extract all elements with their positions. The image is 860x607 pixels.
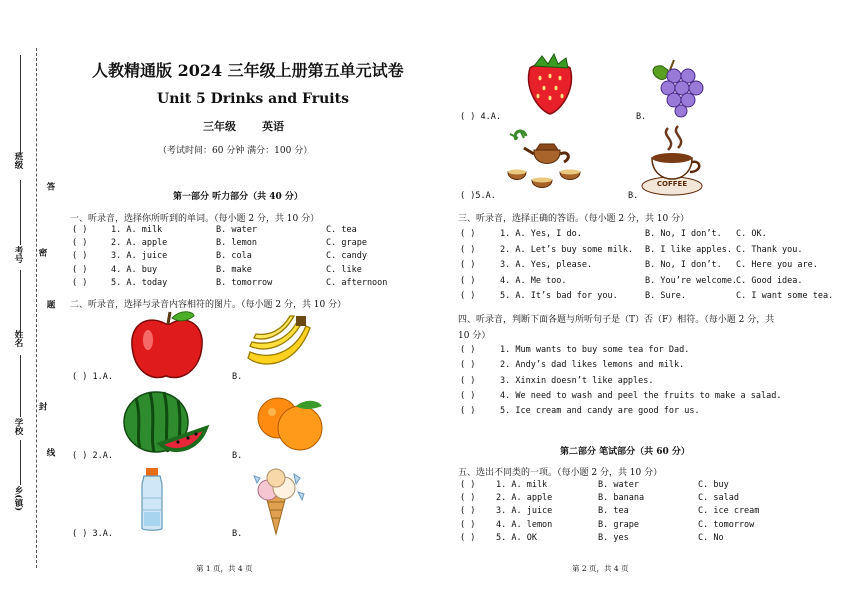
school-label: 学校 [13, 418, 23, 435]
option-b: B. yes [598, 532, 629, 543]
section3-item-1 [0, 229, 860, 241]
option-a: 4. A. lemon [496, 519, 553, 530]
answer-paren[interactable]: ( ) [460, 480, 476, 490]
s2-q1-label: ( ) 1.A. [72, 372, 113, 382]
exam-title: 人教精通版 2024 三年级上册第五单元试卷 [92, 61, 404, 80]
answer-paren[interactable]: ( ) [460, 275, 476, 286]
answer-paren[interactable]: ( ) [460, 244, 476, 255]
option-c: C. candy [326, 251, 367, 262]
s2-q2-label: ( ) 2.A. [72, 451, 113, 461]
grape-image [648, 56, 712, 118]
coffee-label: COFFEE [656, 180, 688, 188]
option-a: 5. A. It’s bad for you. [500, 291, 618, 301]
s2-q4-label: ( ) 4.A. [460, 112, 501, 122]
answer-paren[interactable]: ( ) [460, 506, 476, 517]
section4-item-2 [0, 360, 860, 372]
name-label: 姓名 [13, 330, 23, 347]
class-label: 班级 [13, 152, 23, 169]
s2-q2-b: B. [232, 451, 243, 461]
section4-item-1 [0, 345, 860, 357]
section5-item-2 [0, 493, 860, 505]
answer-paren[interactable]: ( ) [72, 277, 88, 288]
section3-item-2 [0, 245, 860, 257]
section5-heading: 五、选出不同类的一项。（每小题 2 分，共 10 分） [458, 468, 663, 478]
section5-item-5 [0, 533, 860, 545]
option-a: 1. A. Yes, I do. [500, 229, 582, 239]
answer-paren[interactable]: ( ) [72, 264, 88, 275]
option-a: 5. A. OK [496, 532, 537, 543]
seal-char-2: 密 [37, 248, 47, 257]
statement: 1. Mum wants to buy some tea for Dad. [500, 345, 690, 355]
answer-paren[interactable]: ( ) [72, 251, 88, 262]
strawberry-image [522, 52, 578, 116]
part2-heading: 第二部分 笔试部分（共 60 分） [560, 447, 690, 457]
part1-heading: 第一部分 听力部分（共 40 分） [173, 192, 303, 202]
statement: 4. We need to wash and peel the fruits to make a salad. [500, 390, 782, 401]
option-a: 1. A. milk [111, 225, 163, 235]
option-a: 3. A. Yes, please. [500, 260, 593, 270]
option-c: C. No [698, 532, 724, 543]
section3-item-4 [0, 276, 860, 288]
section4-item-3 [0, 376, 860, 388]
option-b: B. tea [598, 506, 629, 517]
option-c: C. buy [698, 480, 729, 490]
section1-heading: 一、听录音，选择你所听到的单词。（每小题 2 分，共 10 分） [70, 214, 320, 224]
option-a: 1. A. milk [496, 480, 548, 490]
subject-label: 英语 [262, 120, 284, 133]
seal-char-4: 封 [37, 402, 47, 411]
grade-label: 三年级 [203, 120, 236, 133]
option-a: 3. A. juice [111, 251, 168, 262]
section5-item-3 [0, 506, 860, 518]
s2-q5-label: ( )5.A. [460, 191, 496, 201]
statement: 2. Andy’s dad likes lemons and milk. [500, 360, 685, 371]
seal-char-5: 线 [45, 448, 55, 457]
option-a: 2. A. apple [496, 493, 553, 504]
option-b: B. make [216, 264, 252, 275]
answer-paren[interactable]: ( ) [460, 260, 476, 270]
option-c: C. afternoon [326, 277, 388, 288]
section3-item-5 [0, 291, 860, 303]
s2-q4-b: B. [636, 112, 647, 122]
answer-paren[interactable]: ( ) [460, 375, 476, 386]
statement: 3. Xinxin doesn’t like apples. [500, 375, 654, 386]
answer-paren[interactable]: ( ) [460, 493, 476, 504]
coffee-image [638, 124, 708, 198]
seal-char-3: 题 [45, 300, 55, 309]
statement: 5. Ice cream and candy are good for us. [500, 406, 700, 417]
option-b: B. banana [598, 493, 645, 504]
section5-item-1 [0, 480, 860, 492]
page2-footer: 第 2 页，共 4 页 [572, 564, 629, 573]
answer-paren[interactable]: ( ) [460, 345, 476, 355]
exam-no-label: 考号 [13, 246, 23, 263]
option-a: 2. A. Let’s buy some milk. [500, 244, 634, 255]
option-a: 4. A. buy [111, 264, 158, 275]
option-a: 5. A. today [111, 277, 168, 288]
section4-heading-line1: 四、听录音，判断下面各题与所听句子是（T）否（F）相符。（每小题 2 分，共 [458, 315, 775, 325]
s2-q1-b: B. [232, 372, 243, 382]
option-b: B. water [216, 225, 257, 235]
option-c: C. OK. [736, 229, 767, 239]
option-c: C. tomorrow [698, 519, 755, 530]
option-b: B. cola [216, 251, 252, 262]
town-underline[interactable] [20, 440, 21, 485]
answer-paren[interactable]: ( ) [460, 519, 476, 530]
answer-paren[interactable]: ( ) [72, 225, 88, 235]
tea-set-image [506, 128, 586, 194]
s2-q3-b: B. [232, 529, 243, 539]
option-b: B. No, I don’t. [645, 229, 722, 239]
option-b: B. I like apples. [645, 244, 732, 255]
unit-title: Unit 5 Drinks and Fruits [157, 91, 349, 107]
option-c: C. Thank you. [736, 244, 803, 255]
s2-q5-b: B. [628, 191, 639, 201]
section3-heading: 三、听录音，选择正确的答语。（每小题 2 分，共 10 分） [458, 214, 690, 224]
option-a: 2. A. apple [111, 238, 168, 249]
option-b: B. Sure. [645, 291, 686, 301]
section4-item-4 [0, 391, 860, 403]
option-a: 3. A. juice [496, 506, 553, 517]
option-b: B. tomorrow [216, 277, 273, 288]
section2-heading: 二、听录音，选择与录音内容相符的图片。（每小题 2 分，共 10 分） [70, 300, 347, 310]
answer-paren[interactable]: ( ) [460, 229, 476, 239]
section5-item-4 [0, 520, 860, 532]
section4-item-5 [0, 406, 860, 418]
option-b: B. lemon [216, 238, 257, 249]
page1-footer: 第 1 页，共 4 页 [196, 564, 253, 573]
option-b: B. grape [598, 519, 639, 530]
seal-char-1: 答 [45, 182, 55, 191]
answer-paren[interactable]: ( ) [460, 390, 476, 401]
option-c: C. Good idea. [736, 275, 803, 286]
section4-heading-line2: 10 分） [458, 331, 491, 341]
answer-paren[interactable]: ( ) [460, 406, 476, 417]
class-underline[interactable] [20, 55, 21, 155]
option-b: B. No, I don’t. [645, 260, 722, 270]
section3-item-3 [0, 260, 860, 272]
answer-paren[interactable]: ( ) [460, 360, 476, 371]
answer-paren[interactable]: ( ) [460, 532, 476, 543]
option-b: B. water [598, 480, 639, 490]
town-label: 乡(镇) [13, 486, 23, 512]
s2-q3-label: ( ) 3.A. [72, 529, 113, 539]
option-c: C. Here you are. [736, 260, 818, 270]
option-c: C. salad [698, 493, 739, 504]
option-b: B. You’re welcome. [645, 275, 738, 286]
option-c: C. like [326, 264, 362, 275]
exam-info: （考试时间：60 分钟 满分：100 分） [158, 146, 313, 156]
option-c: C. I want some tea. [736, 291, 834, 301]
answer-paren[interactable]: ( ) [72, 238, 88, 249]
option-c: C. grape [326, 238, 367, 249]
answer-paren[interactable]: ( ) [460, 291, 476, 301]
option-c: C. tea [326, 225, 357, 235]
option-a: 4. A. Me too. [500, 275, 567, 286]
option-c: C. ice cream [698, 506, 760, 517]
